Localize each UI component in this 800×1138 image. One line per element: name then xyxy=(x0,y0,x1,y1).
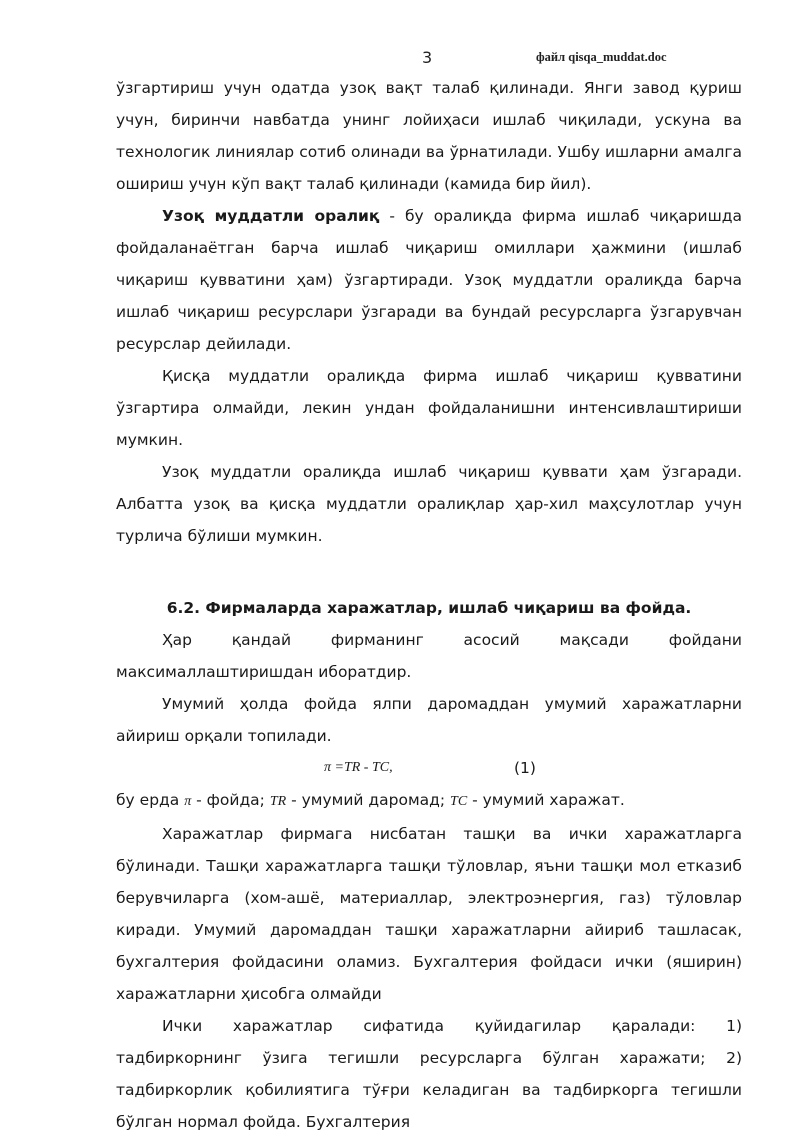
paragraph-5-word: Ҳар xyxy=(162,631,192,649)
paragraph-5-word: фойдани xyxy=(668,631,742,649)
paragraph-5-word: қандай xyxy=(231,631,292,649)
file-name-label: файл qisqa_muddat.doc xyxy=(536,50,667,64)
paragraph-1: ўзгартириш учун одатда узоқ вақт талаб қилинади. Янги завод қуриш учун, биринчи навбатда унинг лойиҳаси ишлаб чиқилади, ускуна ва технологик линиялар сотиб олинади ва ўрнатилади. Ушбу ишларни амалга ошириш учун кўп вақт талаб қилинади (камида бир йил). xyxy=(116,79,742,193)
tc-symbol: TC xyxy=(450,794,468,809)
paragraph-5-word: фирманинг xyxy=(330,631,424,649)
term-long-run: Узоқ муддатли оралиқ xyxy=(162,207,380,225)
legend-pi-text: - фойда; xyxy=(191,791,270,809)
paragraph-5-tail: максималлаштиришдан иборатдир. xyxy=(116,663,412,681)
paragraph-5-first-line xyxy=(116,624,742,656)
page-number: 3 xyxy=(422,48,433,67)
document-body xyxy=(116,72,742,1138)
paragraph-2-text: - бу оралиқда фирма ишлаб чиқаришда фойдаланаётган барча ишлаб чиқариш омиллари ҳажмини (ишлаб чиқариш қувватини ҳам) ўзгартиради. Узоқ муддатли оралиқда барча ишлаб чиқариш ресурслари ўзгаради ва бундай ресурсларга ўзгарувчан ресурслар дейилади. xyxy=(116,207,742,353)
legend-tr-text: - умумий даромад; xyxy=(286,791,451,809)
paragraph-2 xyxy=(116,200,742,360)
profit-formula: π =TR - TC, xyxy=(324,760,393,775)
tr-symbol: TR xyxy=(269,794,287,809)
paragraph-3: Қисқа муддатли оралиқда фирма ишлаб чиқариш қувватини ўзгартира олмайди, лекин ундан фойдаланишни интенсивлаштириши мумкин. xyxy=(116,367,742,449)
legend-prefix: бу ерда xyxy=(116,791,185,809)
section-heading: 6.2. Фирмаларда харажатлар, ишлаб чиқариш ва фойда. xyxy=(166,599,692,617)
paragraph-6: Умумий ҳолда фойда ялпи даромаддан умумий харажатларни айириш орқали топилади. xyxy=(116,695,742,745)
pi-symbol: π xyxy=(184,794,192,809)
formula-number: (1) xyxy=(514,759,536,777)
formula-row xyxy=(116,752,742,784)
paragraph-4: Узоқ муддатли оралиқда ишлаб чиқариш қуввати ҳам ўзгаради. Албатта узоқ ва қисқа муддатли оралиқлар ҳар-хил маҳсулотлар учун турлича бўлиши мумкин. xyxy=(116,463,742,545)
formula-legend xyxy=(116,784,742,818)
paragraph-5-word: асосий xyxy=(463,631,520,649)
legend-tc-text: - умумий харажат. xyxy=(467,791,625,809)
paragraph-5-word: мақсади xyxy=(559,631,629,649)
paragraph-7: Харажатлар фирмага нисбатан ташқи ва ички харажатларга бўлинади. Ташқи харажатларга ташқи тўловлар, яъни ташқи мол етказиб берувчиларга (хом-ашё, материаллар, электроэнергия, газ) тўловлар киради. Умумий даромаддан ташқи харажатларни айириб ташласак, бухгалтерия фойдасини оламиз. Бухгалтерия фойдаси ички (яширин) харажатларни ҳисобга олмайди xyxy=(116,825,742,1003)
paragraph-8: Ички харажатлар сифатида қуйидагилар қаралади: 1) тадбиркорнинг ўзига тегишли ресурсларга бўлган харажати; 2) тадбиркорлик қобилиятига тўғри келадиган ва тадбиркорга тегишли бўлган нормал фойда. Бухгалтерия xyxy=(116,1017,742,1131)
